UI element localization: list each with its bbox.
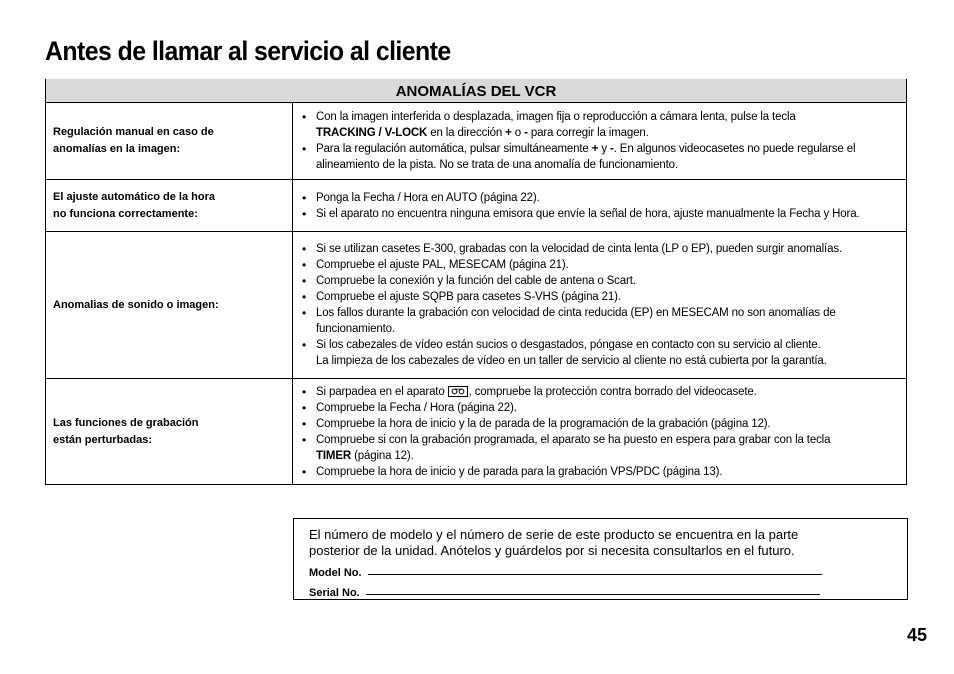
row-body [293,232,906,378]
cassette-icon [448,386,468,397]
row-label [46,232,293,378]
timer-key-label: TIMER [316,449,352,462]
minus-key: - [524,127,528,139]
plus-key: + [505,127,512,139]
bullet-list [302,190,898,222]
page-number: 45 [907,625,928,645]
tracking-key-label: TRACKING / V-LOCK [316,127,428,139]
text: para corregir la imagen. [527,127,649,139]
list-item: • Compruebe la hora de inicio y de parada para la grabación VPS/PDC (página 13). [302,464,898,480]
list-item [302,337,898,369]
text: (página 12). [351,449,414,462]
row-label [46,379,293,484]
list-item: • Compruebe el ajuste SQPB para casetes S-VHS (página 21). [302,289,898,305]
row-label-text: Las funciones de grabación están perturbadas: [53,416,199,446]
list-item [302,384,898,400]
text: Compruebe si con la grabación programada, el aparato se ha puesto en espera para grabar con la tecla [316,433,831,446]
list-item: • Compruebe la Fecha / Hora (página 22). [302,400,898,416]
list-item [302,432,898,464]
page-title: Antes de llamar al servicio al cliente [45,36,451,66]
list-item [302,141,898,173]
text: en la dirección [427,127,506,139]
text: . En algunos videocasetes no puede regularse el alineamiento de la pista. No se trata de una anomalía de funcionamiento. [316,143,856,171]
text: Para la regulación automática, pulsar simultáneamente [316,143,592,155]
text: Con la imagen interferida o desplazada, imagen fija o reproducción a cámara lenta, pulse la tecla [316,111,796,123]
row-label [46,180,293,231]
bullet-list [302,109,898,173]
row-body [293,379,906,484]
text: , compruebe la protección contra borrado del videocasete. [468,385,757,398]
model-number-line [368,574,822,575]
text: La limpieza de los cabezales de vídeo en un taller de servicio al cliente no está cubierta por la garantía. [316,355,827,367]
minus-key: - [610,143,614,155]
plus-key: + [591,143,599,155]
list-item: • Compruebe el ajuste PAL, MESECAM (página 21). [302,257,898,273]
note-text: El número de modelo y el número de serie de este producto se encuentra en la parte posterior de la unidad. Anótelos y guárdelos por si necesita consultarlos en el futuro. [309,527,799,558]
row-label-text: Regulación manual en caso de anomalías en la imagen: [53,126,214,155]
table-row [46,102,906,179]
text: o [511,127,525,139]
model-number-field [309,563,895,579]
text: y [598,143,611,155]
list-item: • Los fallos durante la grabación con velocidad de cinta reducida (EP) en MESECAM no son anomalías de funcionamiento. [302,305,898,337]
row-label-text: Anomalias de sonido o imagen: [53,298,219,311]
bullet-list [302,241,898,369]
table-row [46,231,906,378]
serial-number-line [366,594,820,595]
text: Si los cabezales de vídeo están sucios o desgastados, póngase en contacto con su servicio al cliente. [316,339,821,351]
model-number-label: Model No. [309,567,362,579]
vcr-anomalies-table [45,79,907,485]
list-item: • Si el aparato no encuentra ninguna emisora que envíe la señal de hora, ajuste manualmente la Fecha y Hora. [302,206,898,222]
row-body [293,180,906,231]
table-row [46,179,906,231]
row-label [46,103,293,179]
model-serial-note [293,518,908,600]
list-item: • Si se utilizan casetes E-300, grabadas con la velocidad de cinta lenta (LP o EP), pueden surgir anomalías. [302,241,898,257]
text: Si parpadea en el aparato [316,385,445,398]
row-body [293,103,906,179]
bullet-list [302,384,898,480]
table-header: ANOMALÍAS DEL VCR [46,79,906,102]
list-item [302,109,898,141]
list-item: • Compruebe la hora de inicio y la de parada de la programación de la grabación (página 12). [302,416,898,432]
serial-number-field [309,583,895,599]
list-item: • Compruebe la conexión y la función del cable de antena o Scart. [302,273,898,289]
list-item: • Ponga la Fecha / Hora en AUTO (página 22). [302,190,898,206]
table-row [46,378,906,484]
serial-number-label: Serial No. [309,587,360,599]
row-label-text: El ajuste automático de la hora no funciona correctamente: [53,190,215,220]
